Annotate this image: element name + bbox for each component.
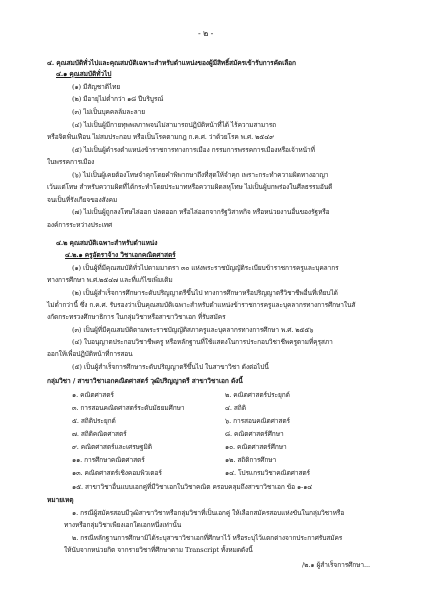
major-item: ๑๑. การศึกษาคณิตศาสตร์ (72, 456, 145, 464)
section-4-2-1-heading: ๔.๒.๑ ครูอัตราจ้าง วิชาเอกคณิตศาสตร์ (65, 251, 176, 259)
major-item: ๑๐. คณิตศาสตร์ศึกษา (225, 443, 287, 451)
list-item-continuation: ทางการศึกษา พ.ศ.๒๕๔๗ และที่แก้ไขเพิ่มเติม (47, 276, 173, 284)
list-item-continuation: ออกให้เพื่อปฏิบัติหน้าที่การสอน (47, 350, 133, 358)
majors-note: ๑๕. สาขาวิชาอื่นแบบเอกคู่ที่มีวิชาเอกในวิชาคณิต ครอบคลุมถึงสาขาวิชาเอก ข้อ ๑-๑๔ (72, 483, 313, 491)
list-item: (๔) ใบอนุญาตประกอบวิชาชีพครู หรือหลักฐานที่ใช้แสดงในการประกอบวิชาชีพครูตามที่คุรุสภา (72, 338, 333, 346)
majors-heading: กลุ่มวิชา / สาขาวิชาเอกคณิตศาสตร์ วุฒิปริญญาตรี สาขาวิชาเอก ดังนี้ (47, 377, 243, 385)
major-item: ๘. คณิตศาสตร์ศึกษา (225, 430, 284, 438)
list-item: (๕) ไม่เป็นผู้ดำรงตำแหน่งข้าราชการทางการเมือง กรรมการพรรคการเมืองหรือเจ้าหน้าที่ (72, 146, 315, 154)
section-4-heading: ๔. คุณสมบัติทั่วไปและคุณสมบัติเฉพาะสำหรับตำแหน่งของผู้มีสิทธิ์สมัครเข้ารับการคัดเลือก (47, 59, 296, 67)
major-item: ๑๒. สถิติการศึกษา (225, 456, 277, 464)
list-item-continuation: องค์การระหว่างประเทศ (47, 221, 113, 229)
list-item: (๔) ไม่เป็นผู้มีกายทุพพลภาพจนไม่สามารถปฏิบัติหน้าที่ได้ ไร้ความสามารถ (72, 121, 277, 129)
section-4-2-heading: ๔.๒ คุณสมบัติเฉพาะสำหรับตำแหน่ง (56, 239, 158, 247)
remarks-heading: หมายเหตุ (47, 496, 74, 504)
list-item: (๒) มีอายุไม่ต่ำกว่า ๑๘ ปีบริบูรณ์ (72, 95, 164, 103)
major-item: ๔. สถิติ (225, 404, 246, 412)
list-item: (๓) เป็นผู้ที่มีคุณสมบัติตามพระราชบัญญัติสภาครูและบุคลากรทางการศึกษา พ.ศ. ๒๕๕๖ (72, 326, 314, 334)
major-item: ๕. สถิติประยุกต์ (72, 417, 116, 425)
remark-item-continuation: ให้นับจากหน่วยกิต จากรายวิชาที่ศึกษาตาม Transcript ทั้งหมดดังนี้ (64, 546, 253, 554)
list-item: (๕) เป็นผู้สำเร็จการศึกษาระดับปริญญาตรีขึ้นไป ในสาขาวิชา ดังต่อไปนี้ (72, 363, 269, 371)
page-number: - ๒ - (198, 29, 214, 38)
list-item-continuation: จนเป็นที่รังเกียจของสังคม (47, 196, 118, 204)
major-item: ๑. คณิตศาสตร์ (72, 391, 114, 399)
list-item: (๗) ไม่เป็นผู้ถูกลงโทษไล่ออก ปลดออก หรือไล่ออกจากรัฐวิสาหกิจ หรือหน่วยงานอื่นของรัฐหรือ (72, 208, 330, 216)
remark-item-continuation: ทางหรือกลุ่มวิชาเพียงเอกใดเอกหนึ่งเท่านั้น (64, 521, 182, 529)
major-item: ๗. สถิติคณิตศาสตร์ (72, 430, 127, 438)
major-item: ๓. การสอนคณิตศาสตร์ระดับมัธยมศึกษา (72, 404, 185, 412)
remark-item: ๒. กรณีหลักฐานการศึกษามิได้ระบุสาขาวิชาเอกที่ศึกษาไว้ หรือระบุไว้แตกต่างจากประกาศรับสมัคร (72, 534, 343, 542)
list-item-continuation: ในพรรคการเมือง (47, 158, 95, 166)
list-item: (๒) เป็นผู้สำเร็จการศึกษาระดับปริญญาตรีขึ้นไป ทางการศึกษาหรือปริญญาตรีวิชาชีพอื่นที่เทียบได้ (72, 289, 338, 297)
major-item: ๑๓. คณิตศาสตร์เชิงคอมพิวเตอร์ (72, 469, 162, 477)
list-item: (๑) เป็นผู้ที่มีคุณสมบัติทั่วไปตามมาตรา ๓๐ แห่งพระราชบัญญัติระเบียบข้าราชการครูและบุคลากร (72, 264, 339, 272)
section-4-1-heading: ๔.๑ คุณสมบัติทั่วไป (56, 70, 112, 78)
continuation-marker: /๒.๑ ผู้สำเร็จการศึกษา... (302, 561, 370, 569)
list-item: (๑) มีสัญชาติไทย (72, 83, 121, 91)
major-item: ๖. การสอนคณิตศาสตร์ (225, 417, 290, 425)
list-item-continuation: ไม่ต่ำกว่านี้ ซึ่ง ก.ค.ศ. รับรองว่าเป็นคุณสมบัติเฉพาะสำหรับตำแหน่งข้าราชการครูและบุคลากรทางการศึกษาในสั (47, 301, 356, 309)
list-item-continuation: เว้นแต่โทษ สำหรับความผิดที่ได้กระทำโดยประมาทหรือความผิดลหุโทษ ไม่เป็นผู้บกพร่องในศีลธรรมอันดี (47, 183, 333, 191)
major-item: ๒. คณิตศาสตร์ประยุกต์ (225, 391, 290, 399)
list-item: (๓) ไม่เป็นบุคคลล้มละลาย (72, 108, 145, 116)
major-item: ๙. คณิตศาสตร์และเศรษฐมิติ (72, 443, 152, 451)
list-item-continuation: หรือจิตฟั่นเฟือน ไม่สมประกอบ หรือเป็นโรคตามกฎ ก.ค.ศ. ว่าด้วยโรค พ.ศ. ๒๕๔๙ (47, 133, 274, 141)
remark-item: ๑. กรณีผู้สมัครสอบมีวุฒิสาขาวิชาหรือกลุ่มวิชาที่เป็นเอกคู่ ให้เลือกสมัครสอบแห่งขันในกลุ่มวิชาหรือ (72, 509, 345, 517)
list-item-continuation: งกัดกระทรวงศึกษาธิการ ในกลุ่มวิชาหรือสาขาวิชาเอก ที่รับสมัคร (47, 313, 226, 321)
list-item: (๖) ไม่เป็นผู้เคยต้องโทษจำคุกโดยคำพิพากษาถึงที่สุดให้จำคุก เพราะกระทำความผิดทางอาญา (72, 171, 329, 179)
major-item: ๑๔. โปรแกรมวิชาคณิตศาสตร์ (225, 469, 310, 477)
